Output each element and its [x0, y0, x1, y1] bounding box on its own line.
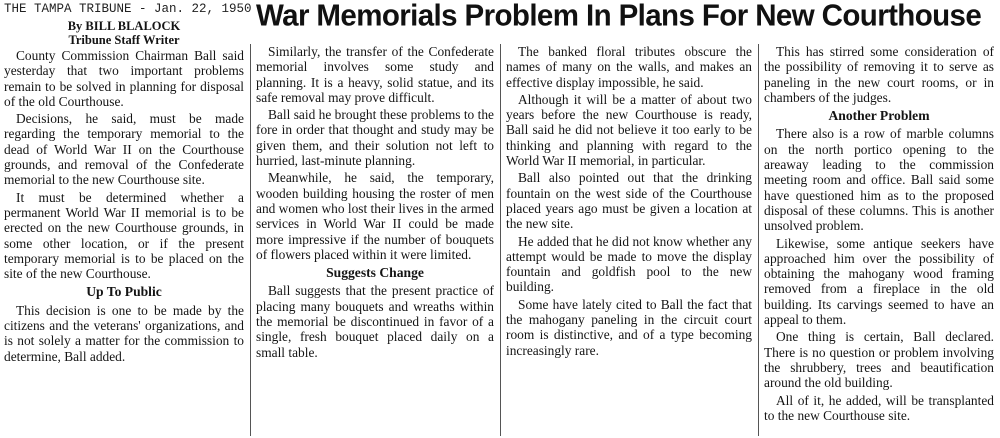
paragraph: Some have lately cited to Ball the fact that the mahogany paneling in the circuit court room is distinctive, and of a type becoming increasingly rare. — [506, 296, 752, 358]
paragraph: This has stirred some consideration of the possibility of removing it to serve as paneling in the new court rooms, or in chambers of the judges. — [764, 44, 994, 105]
paragraph: Ball suggests that the present practice of placing many bouquets and wreaths within the memorial be discontinued in favor of a single, fresh bouquet placed daily on a small table. — [256, 283, 494, 360]
article-column-4 — [764, 44, 994, 423]
paragraph: He added that he did not know whether any attempt would be made to move the display fountain and goldfish pool to the new building. — [506, 233, 752, 295]
paragraph: Ball said he brought these problems to the fore in order that thought and study may be given them, and their solution not left to hurried, last-minute planning. — [256, 107, 494, 169]
byline-author: By BILL BLALOCK — [67, 19, 181, 33]
subheading: Another Problem — [828, 108, 930, 124]
masthead: THE TAMPA TRIBUNE - Jan. 22, 1950 — [4, 2, 252, 16]
byline-role: Tribune Staff Writer — [68, 33, 180, 47]
paragraph: Similarly, the transfer of the Confederate memorial involves some study and planning. It is a heavy, solid statue, and its safe removal may prove difficult. — [256, 44, 494, 105]
paragraph: Ball also pointed out that the drinking fountain on the west side of the Courthouse placed years ago must be given a location at the new site. — [506, 170, 752, 232]
paragraph: Although it will be a matter of about two years before the new Courthouse is ready, Ball said he did not believe it too early to be thinking and planning with regard to the World War II memorial, in particular. — [506, 91, 752, 169]
subheading: Suggests Change — [326, 265, 424, 281]
paragraph: Likewise, some antique seekers have approached him over the possibility of obtaining the mahogany wood framing removed from a fireplace in the old building. Its carvings seemed to have an appeal to them. — [764, 235, 994, 328]
paragraph: This decision is one to be made by the citizens and the veterans' organizations, and is not solely a matter for the commission to determine, Ball added. — [4, 302, 244, 364]
paragraph: County Commission Chairman Ball said yesterday that two important problems remain to be solved in planning for disposal of the old Courthouse. — [4, 48, 244, 109]
column-rule — [250, 44, 251, 436]
paragraph: Meanwhile, he said, the temporary, wooden building housing the roster of men and women who lost their lives in the armed services in World War II could be made more impressive if the number of bouquets of flowers placed within it were limited. — [256, 170, 495, 262]
column-rule — [500, 44, 501, 436]
paragraph: There also is a row of marble columns on the north portico opening to the areaway leading to the commission meeting room and office. Ball said some have questioned him as to the proposed disposal of these columns. This is another unsolved problem. — [764, 126, 994, 234]
paragraph: The banked floral tributes obscure the names of many on the walls, and makes an effective display impossible, he said. — [506, 44, 752, 90]
byline — [4, 19, 244, 47]
paragraph: It must be determined whether a permanent World War II memorial is to be erected on the new Courthouse grounds, in some other location, or if the present temporary memorial is to be placed on the site of the new Courthouse. — [4, 189, 244, 282]
paragraph: All of it, he added, will be transplanted to the new Courthouse site. — [764, 392, 994, 423]
headline: War Memorials Problem In Plans For New Courthouse — [256, 0, 982, 33]
column-rule — [758, 44, 759, 436]
paragraph: Decisions, he said, must be made regarding the temporary memorial to the dead of World War II on the Courthouse grounds, and removal of the Confederate memorial to the new Courthouse site. — [4, 111, 244, 188]
article-column-2 — [256, 44, 494, 360]
subheading: Up To Public — [86, 284, 162, 300]
paragraph: One thing is certain, Ball declared. There is no question or problem involving the shrubbery, trees and beautification around the old building. — [764, 329, 994, 391]
article-column-1 — [4, 48, 244, 364]
article-column-3 — [506, 44, 752, 358]
